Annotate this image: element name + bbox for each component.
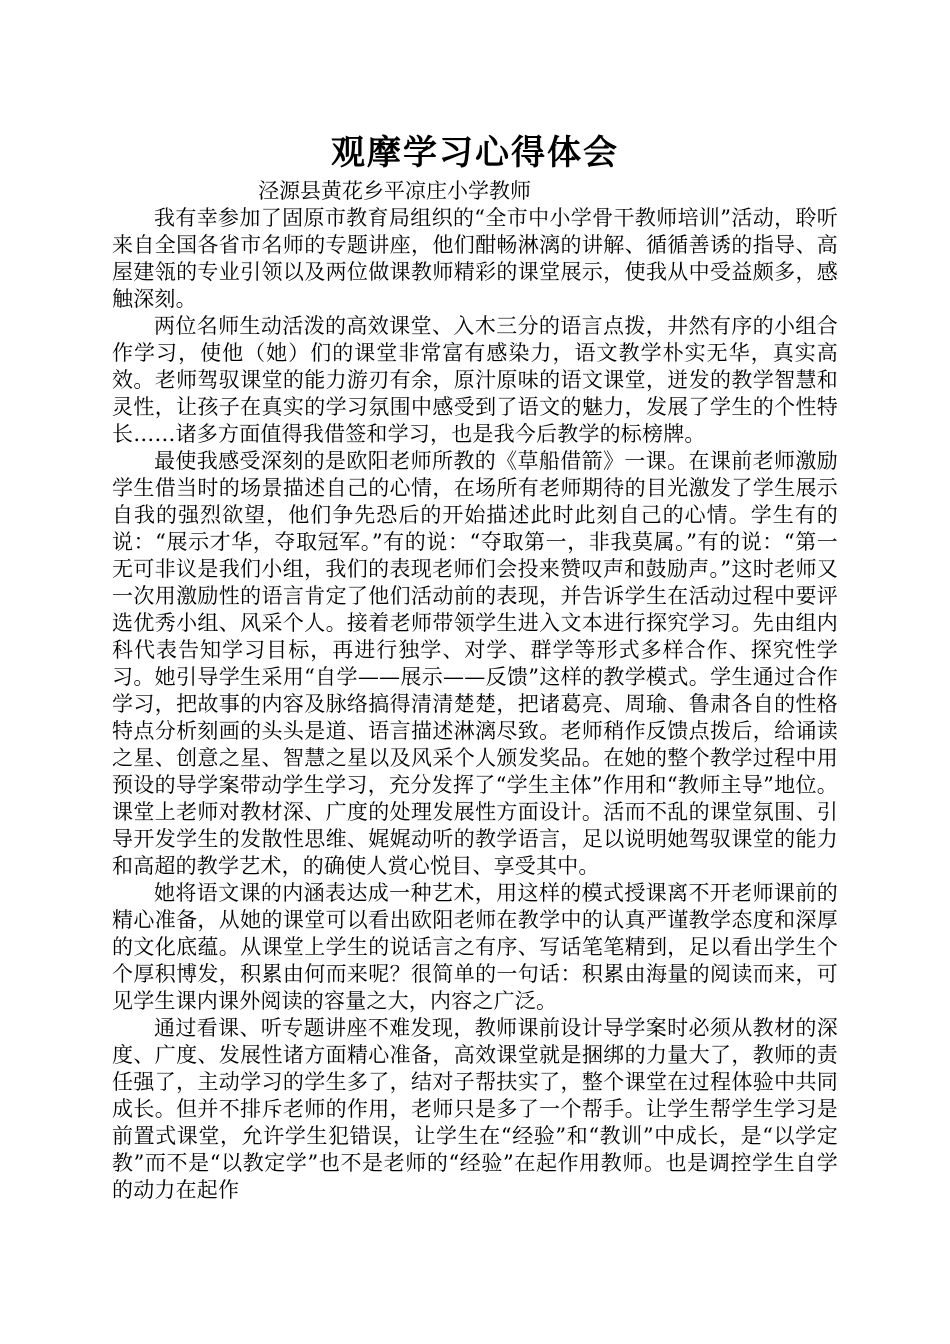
paragraph-3: 最使我感受深刻的是欧阳老师所教的《草船借箭》一课。在课前老师激励学生借当时的场景描述自己的心情，在场所有老师期待的目光激发了学生展示自我的强烈欲望，他们争先恐后的开始描述此时此刻自己的心情。学生有的说：“展示才华，夺取冠军。”有的说：“夺取第一，非我莫属。”有的说：“第一无可非议是我们小组，我们的表现老师们会投来赞叹声和鼓励声。”这时老师又一次用激励性的语言肯定了他们活动前的表现，并告诉学生在活动过程中要评选优秀小组、风采个人。接着老师带领学生进入文本进行探究学习。先由组内科代表告知学习目标，再进行独学、对学、群学等形式多样合作、探究性学习。她引导学生采用“自学——展示——反馈”这样的教学模式。学生通过合作学习，把故事的内容及脉络搞得清清楚楚，把诸葛亮、周瑜、鲁肃各自的性格特点分析刻画的头头是道、语言描述淋漓尽致。老师稍作反馈点拨后，给诵读之星、创意之星、智慧之星以及风采个人颁发奖品。在她的整个教学过程中用预设的导学案带动学生学习，充分发挥了“学生主体”作用和“教师主导”地位。课堂上老师对教材深、广度的处理发展性方面设计。活而不乱的课堂氛围、引导开发学生的发散性思维、娓娓动听的教学语言，足以说明她驾驭课堂的能力和高超的教学艺术，的确使人赏心悦目、享受其中。 — [112, 449, 838, 878]
paragraph-4: 她将语文课的内涵表达成一种艺术，用这样的模式授课离不开老师课前的精心准备，从她的课堂可以看出欧阳老师在教学中的认真严谨教学态度和深厚的文化底蕴。从课堂上学生的说话言之有序、写话笔笔精到，足以看出学生个个厚积博发，积累由何而来呢？很简单的一句话：积累由海量的阅读而来，可见学生课内课外阅读的容量之大，内容之广泛。 — [112, 881, 838, 1013]
paragraph-5: 通过看课、听专题讲座不难发现，教师课前设计导学案时必须从教材的深度、广度、发展性诸方面精心准备，高效课堂就是捆绑的力量大了，教师的责任强了，主动学习的学生多了，结对子帮扶实了，整个课堂在过程体验中共同成长。但并不排斥老师的作用，老师只是多了一个帮手。让学生帮学生学习是前置式课堂，允许学生犯错误，让学生在“经验”和“教训”中成长，是“以学定教”而不是“以教定学”也不是老师的“经验”在起作用教师。也是调控学生自学的动力在起作 — [112, 1016, 838, 1202]
paragraph-1: 我有幸参加了固原市教育局组织的“全市中小学骨干教师培训”活动，聆听来自全国各省市名师的专题讲座，他们酣畅淋漓的讲解、循循善诱的指导、高屋建瓴的专业引领以及两位做课教师精彩的课堂展示，使我从中受益颇多，感触深刻。 — [112, 206, 838, 311]
document-page — [112, 128, 838, 1204]
paragraph-2: 两位名师生动活泼的高效课堂、入木三分的语言点拨，井然有序的小组合作学习，使他（她）们的课堂非常富有感染力，语文教学朴实无华，真实高效。老师驾驭课堂的能力游刃有余，原汁原味的语文课堂，迸发的教学智慧和灵性，让孩子在真实的学习氛围中感受到了语文的魅力，发展了学生的个性特长……诸多方面值得我借签和学习，也是我今后教学的标榜牌。 — [112, 314, 838, 446]
author-line: 泾源县黄花乡平凉庄小学教师 — [258, 179, 531, 203]
document-title: 观摩学习心得体会 — [331, 133, 619, 173]
